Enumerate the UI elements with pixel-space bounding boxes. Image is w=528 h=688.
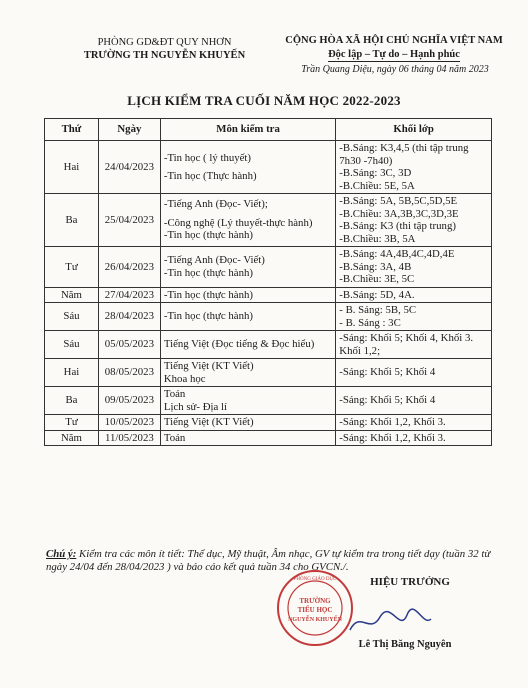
subject-line: -Tin học (thực hành)	[163, 266, 253, 279]
cell-grade	[336, 415, 492, 431]
note-label: Chú ý:	[46, 548, 77, 560]
cell-date: 24/04/2023	[98, 141, 160, 194]
table-row	[45, 194, 492, 247]
school-name: TRƯỜNG TH NGUYỄN KHUYẾN	[83, 50, 246, 61]
cell-subject	[160, 430, 335, 446]
cell-date: 10/05/2023	[98, 415, 160, 431]
cell-subject	[160, 387, 335, 415]
cell-grade	[336, 359, 492, 387]
date-line: Trần Quang Diệu, ngày 06 tháng 04 năm 2023	[301, 64, 489, 75]
cell-day: Sáu	[45, 331, 99, 359]
subject-line: -Tiếng Anh (Đọc- Viết)	[163, 254, 265, 267]
cell-day: Năm	[45, 287, 99, 303]
cell-date: 27/04/2023	[98, 287, 160, 303]
svg-text:TIỂU HỌC: TIỂU HỌC	[297, 606, 333, 614]
grade-line: -B.Sáng: 3A, 4B	[339, 260, 412, 273]
cell-subject	[160, 415, 335, 431]
grade-line: -Sáng: Khối 1,2, Khối 3.	[339, 416, 446, 428]
subject-line: Khoa học	[163, 372, 206, 385]
cell-subject	[160, 247, 335, 288]
table-row	[45, 430, 492, 446]
cell-day: Năm	[45, 430, 99, 446]
col-header-subject: Môn kiểm tra	[160, 119, 335, 141]
cell-grade	[336, 194, 492, 247]
cell-subject	[160, 359, 335, 387]
grade-line: -B.Sáng: 5A, 5B,5C,5D,5E	[339, 195, 458, 207]
cell-grade	[336, 331, 492, 359]
national-title: CỘNG HÒA XÃ HỘI CHỦ NGHĨA VIỆT NAM	[285, 35, 503, 46]
signature-scribble	[345, 605, 435, 640]
school-seal	[275, 568, 355, 648]
schedule-body	[45, 141, 492, 446]
subject-line: -Tin học (thực hành)	[163, 310, 253, 323]
grade-line: - B. Sáng: 5B, 5C	[339, 304, 417, 316]
principal-name: Lê Thị Băng Nguyên	[358, 639, 452, 650]
cell-grade	[336, 430, 492, 446]
cell-grade	[336, 141, 492, 194]
table-row	[45, 303, 492, 331]
subject-line: Tiếng Việt (KT Viết)	[163, 416, 254, 428]
subject-line: -Tin học (thực hành)	[163, 229, 253, 242]
table-row	[45, 287, 492, 303]
grade-line: -Sáng: Khối 5; Khối 4	[339, 366, 436, 379]
grade-line: -B.Sáng: 5D, 4A.	[339, 288, 415, 301]
grade-line: -B.Chiều: 3E, 5C	[339, 273, 415, 285]
grade-line: -B.Sáng: 4A,4B,4C,4D,4E	[339, 248, 455, 260]
note	[46, 548, 496, 574]
cell-date: 08/05/2023	[98, 359, 160, 387]
grade-line: -Sáng: Khối 5; Khối 4, Khối 3. Khối 1,2;	[339, 332, 474, 357]
subject-line: Toán	[163, 388, 186, 400]
schedule-table	[44, 118, 492, 446]
col-header-day: Thứ	[45, 119, 99, 141]
cell-day: Ba	[45, 194, 99, 247]
cell-subject	[160, 331, 335, 359]
subject-line: Toán	[163, 431, 186, 444]
table-row	[45, 359, 492, 387]
svg-text:PHÒNG GIÁO DỤC: PHÒNG GIÁO DỤC	[293, 577, 337, 582]
grade-line: -Sáng: Khối 5; Khối 4	[339, 394, 436, 407]
note-text: Kiểm tra các môn ít tiết: Thể dục, Mỹ thuật, Âm nhạc, GV tự kiểm tra trong tiết dạy (tuần 32 từ ngày 24/04 đến 28/04/2023 ) và báo cáo kết quả tuần 34 cho GVCN./.	[46, 548, 491, 573]
cell-subject	[160, 287, 335, 303]
cell-date: 26/04/2023	[98, 247, 160, 288]
cell-day: Hai	[45, 141, 99, 194]
cell-date: 05/05/2023	[98, 331, 160, 359]
svg-text:TRƯỜNG: TRƯỜNG	[299, 597, 331, 605]
cell-day: Sáu	[45, 303, 99, 331]
subject-line: Tiếng Việt (KT Viết)	[163, 360, 254, 372]
grade-line: -B.Chiều: 3B, 5A	[339, 232, 416, 245]
motto: Độc lập – Tự do – Hạnh phúc	[328, 49, 460, 60]
header-right	[278, 34, 510, 62]
header-left	[62, 36, 267, 62]
grade-line: -B.Sáng: 3C, 3D	[339, 167, 412, 179]
table-row	[45, 415, 492, 431]
table-row	[45, 141, 492, 194]
cell-grade	[336, 287, 492, 303]
cell-date: 28/04/2023	[98, 303, 160, 331]
subject-line: Tiếng Việt (Đọc tiếng & Đọc hiểu)	[163, 338, 315, 351]
subject-line: Lịch sử- Địa lí	[163, 400, 227, 413]
table-row	[45, 331, 492, 359]
col-header-grade: Khối lớp	[336, 119, 492, 141]
grade-line: -B.Chiều: 5E, 5A	[339, 179, 415, 192]
cell-day: Tư	[45, 415, 99, 431]
cell-subject	[160, 194, 335, 247]
subject-line: -Tin học (thực hành)	[163, 288, 253, 301]
cell-date: 11/05/2023	[98, 430, 160, 446]
cell-day: Ba	[45, 387, 99, 415]
subject-line: -Tiếng Anh (Đọc- Viết);	[163, 198, 268, 211]
grade-line: -B.Chiều: 3A,3B,3C,3D,3E	[339, 207, 459, 220]
table-row	[45, 387, 492, 415]
department-name: PHÒNG GD&ĐT QUY NHƠN	[97, 37, 232, 48]
cell-grade	[336, 387, 492, 415]
table-header-row	[45, 119, 492, 141]
cell-day: Hai	[45, 359, 99, 387]
svg-text:NGUYỄN KHUYẾN: NGUYỄN KHUYẾN	[288, 617, 342, 623]
grade-line: - B. Sáng : 3C	[339, 316, 401, 329]
grade-line: -B.Sáng: K3 (thi tập trung)	[339, 220, 456, 232]
page-title: LỊCH KIỂM TRA CUỐI NĂM HỌC 2022-2023	[127, 93, 401, 108]
subject-line: -Công nghệ (Lý thuyết-thực hành)	[163, 216, 313, 229]
cell-subject	[160, 141, 335, 194]
cell-day: Tư	[45, 247, 99, 288]
cell-grade	[336, 247, 492, 288]
grade-line: -B.Sáng: K3,4,5 (thi tập trung 7h30 -7h40)	[339, 142, 469, 167]
subject-line: -Tin học ( lý thuyết)	[163, 151, 252, 164]
subject-line: -Tin học (Thực hành)	[163, 170, 257, 182]
grade-line: -Sáng: Khối 1,2, Khối 3.	[339, 431, 446, 444]
col-header-date: Ngày	[98, 119, 160, 141]
cell-date: 25/04/2023	[98, 194, 160, 247]
table-row	[45, 247, 492, 288]
cell-date: 09/05/2023	[98, 387, 160, 415]
cell-subject	[160, 303, 335, 331]
signature-title: HIỆU TRƯỞNG	[370, 576, 450, 588]
cell-grade	[336, 303, 492, 331]
